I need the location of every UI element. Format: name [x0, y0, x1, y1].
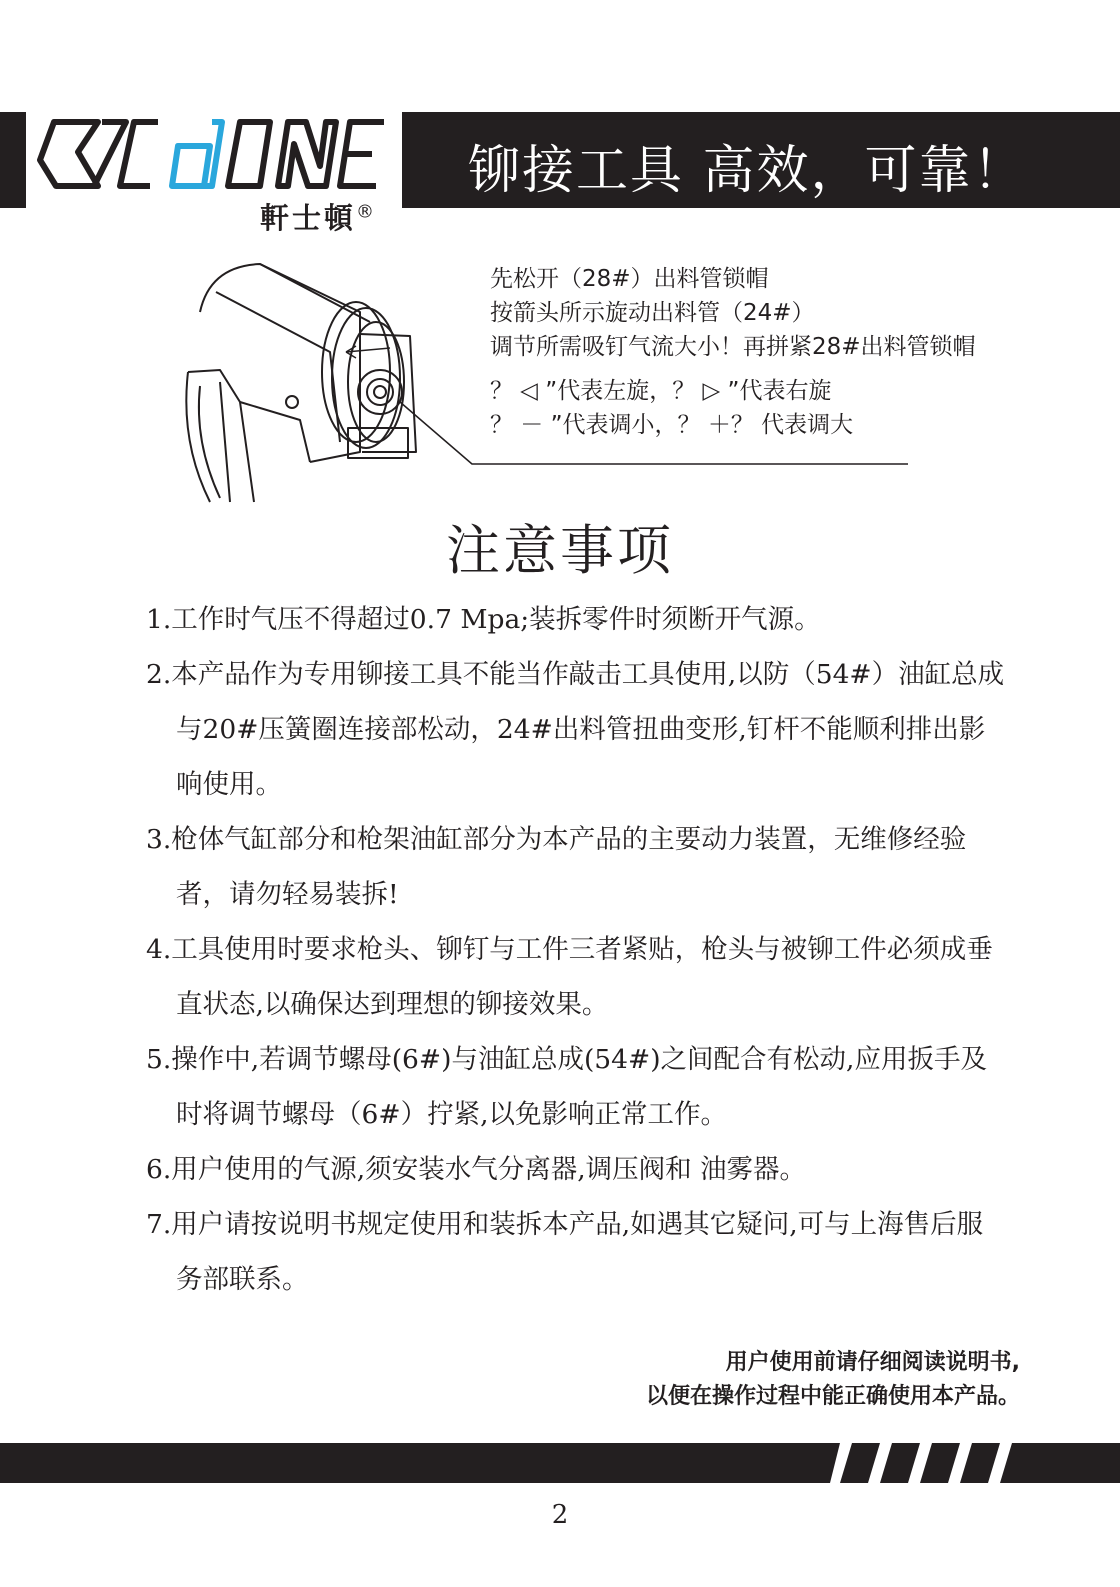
reminder-line: 用户使用前请仔细阅读说明书, — [725, 1350, 1020, 1375]
note-item: 5.操作中,若调节螺母(6#)与油缸总成(54#)之间配合有松动,应用扳手及时将调节螺母（6#）拧紧,以免影响正常工作。 — [146, 1044, 987, 1130]
page-number: 2 — [551, 1500, 569, 1530]
adjustment-instructions — [490, 262, 976, 442]
callout-line: ？ ◁ ”代表左旋，？ ▷ ”代表右旋 — [490, 378, 832, 404]
notes-title: 注意事项 — [446, 519, 674, 582]
registered-mark: ® — [356, 201, 375, 223]
logo-chinese-name: 軒士頓® — [260, 201, 375, 235]
footer-bar — [0, 1443, 1120, 1483]
usage-reminder — [646, 1346, 1020, 1414]
note-item: 4.工具使用时要求枪头、铆钉与工件三者紧贴，枪头与被铆工件必须成垂直状态,以确保达到理想的铆接效果。 — [146, 934, 993, 1020]
note-item: 1.工作时气压不得超过0.7 Mpa;装拆零件时须断开气源。 — [146, 604, 821, 635]
slogan: 铆接工具 高效，可靠！ — [468, 141, 1027, 201]
note-item: 7.用户请按说明书规定使用和装拆本产品,如遇其它疑问,可与上海售后服务部联系。 — [146, 1209, 984, 1295]
header-banner — [402, 112, 1120, 208]
reminder-line: 以便在操作过程中能正确使用本产品。 — [645, 1384, 1020, 1409]
callout-line: 先松开（28#）出料管锁帽 — [490, 266, 769, 292]
callout-line: 按箭头所示旋动出料管（24#） — [490, 300, 815, 326]
notes-list — [146, 592, 1006, 1307]
note-item: 3.枪体气缸部分和枪架油缸部分为本产品的主要动力装置，无维修经验者，请勿轻易装拆! — [146, 824, 967, 910]
callout-line: ？ － ”代表调小，？ ＋？ 代表调大 — [490, 412, 854, 438]
note-item: 6.用户使用的气源,须安装水气分离器,调压阀和 油雾器。 — [146, 1154, 807, 1185]
brand-logo — [34, 112, 394, 235]
callout-line: 调节所需吸钉气流大小！再拼紧28#出料管锁帽 — [490, 334, 976, 360]
note-item: 2.本产品作为专用铆接工具不能当作敲击工具使用,以防（54#）油缸总成与20#压簧圈连接部松动，24#出料管扭曲变形,钉杆不能顺利排出影响使用。 — [146, 659, 1005, 800]
header-left-bar — [0, 112, 26, 208]
logo-wordmark-graphic — [34, 112, 394, 198]
